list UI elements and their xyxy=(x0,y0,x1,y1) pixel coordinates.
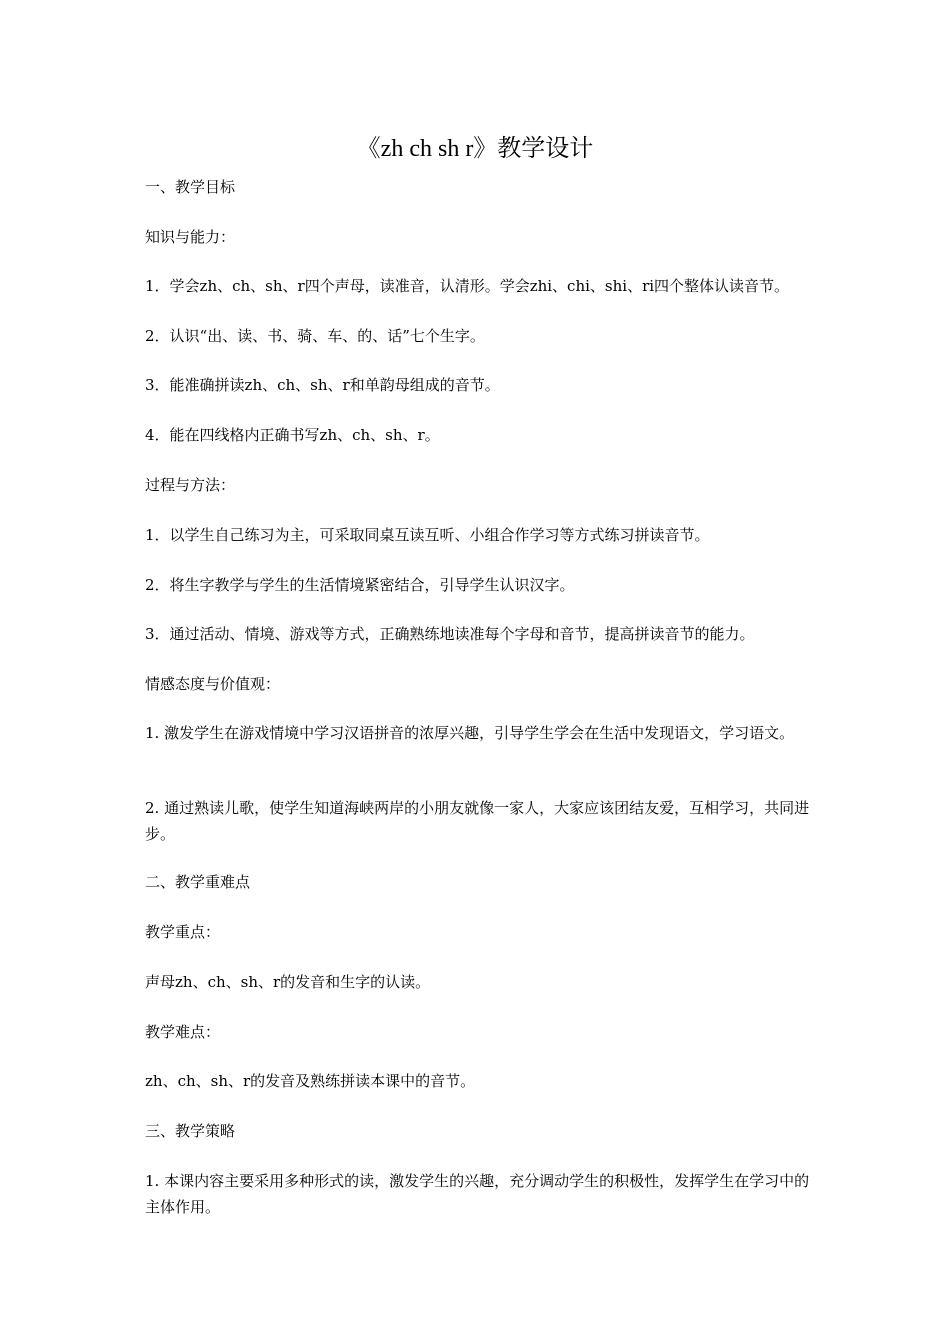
paragraph-knowledge-4: 4．能在四线格内正确书写zh、ch、sh、r。 xyxy=(145,426,440,444)
section-heading-key-points: 二、教学重难点 xyxy=(145,873,251,891)
paragraph-knowledge-2: 2．认识“出、读、书、骑、车、的、话”七个生字。 xyxy=(145,327,485,345)
paragraph-attitude-1: 1. 激发学生在游戏情境中学习汉语拼音的浓厚兴趣，引导学生学会在生活中发现语文，学习语文。 xyxy=(145,724,795,742)
subheading-knowledge: 知识与能力： xyxy=(145,228,236,246)
section-heading-goals: 一、教学目标 xyxy=(145,178,236,196)
section-heading-strategy: 三、教学策略 xyxy=(145,1122,236,1140)
paragraph-knowledge-1: 1．学会zh、ch、sh、r四个声母，读准音，认清形。学会zhi、chi、shi、ri四个整体认读音节。 xyxy=(145,277,790,295)
document-title: 《zh ch sh r》教学设计 xyxy=(356,136,594,162)
subheading-process: 过程与方法： xyxy=(145,476,236,494)
paragraph-difficulty: zh、ch、sh、r的发音及熟练拼读本课中的音节。 xyxy=(145,1072,476,1090)
paragraph-process-3: 3．通过活动、情境、游戏等方式，正确熟练地读准每个字母和音节，提高拼读音节的能力。 xyxy=(145,625,755,643)
subheading-key-point: 教学重点： xyxy=(145,923,221,941)
paragraph-process-2: 2．将生字教学与学生的生活情境紧密结合，引导学生认识汉字。 xyxy=(145,576,575,594)
paragraph-strategy-1: 1. 本课内容主要采用多种形式的读，激发学生的兴趣，充分调动学生的积极性，发挥学生在学习中的主体作用。 xyxy=(145,1172,810,1216)
paragraph-attitude-2: 2. 通过熟读儿歌，使学生知道海峡两岸的小朋友就像一家人，大家应该团结友爱，互相学习，共同进步。 xyxy=(145,799,810,843)
paragraph-key-point: 声母zh、ch、sh、r的发音和生字的认读。 xyxy=(145,973,431,991)
subheading-difficulty: 教学难点： xyxy=(145,1023,221,1041)
paragraph-process-1: 1．以学生自己练习为主，可采取同桌互读互听、小组合作学习等方式练习拼读音节。 xyxy=(145,526,710,544)
paragraph-knowledge-3: 3．能准确拼读zh、ch、sh、r和单韵母组成的音节。 xyxy=(145,376,500,394)
subheading-attitude: 情感态度与价值观： xyxy=(145,675,281,693)
